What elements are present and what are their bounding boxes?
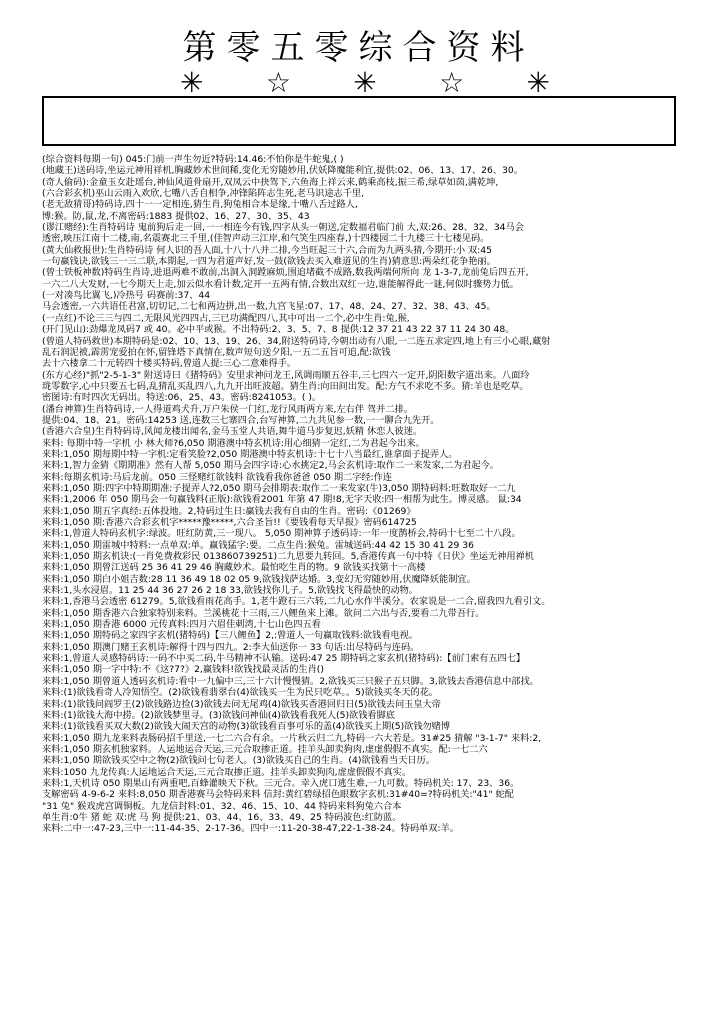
text-line: 一六二八大发财,一七今期天上走,加云似水看计数,定开一五两有情,合数出双红一边,谁能解得此一谜,何似时骤势力低。 <box>42 278 519 290</box>
text-line: 博:猴。防,鼠,龙,不离密码:1883 提供02、16、27、30、35、43 <box>42 210 310 222</box>
text-line: (谬江赌经):生肖特码诗 鬼前狗后走一回,一一相连今有钱,四字从头一朝送,定数福君临门前 大,双:26、28、32、34马会 <box>42 222 524 234</box>
text-line: (曾士铁板神数)特码生肖诗,进退两难不敢前,出洞入洞蹚麻烦,围追堵截不成路,数我两端何所向 龙 1-3-7,龙前兔后四五开, <box>42 267 529 279</box>
text-line: (老无敌猜哥)特码诗,四十一一定相连,猜生肖,狗兔相合本是缘,十嘴八舌过路人, <box>42 199 358 211</box>
text-line: 提供:04、18、21。密码:14253 送,连数三七寨四合,台写神算,二九共见参一数,一一聊合九先开。 <box>42 414 440 426</box>
text-line: 一句赢钱诀,欲钱三一三二联,本期起,一四为君道声好,发一鼓(欲钱去买入难道见的生肖)猜意思:两朵红花争艳丽。 <box>42 256 496 268</box>
content-lines <box>42 154 682 1020</box>
text-line: 来料:1,050 期白小姐吉数:28 11 36 49 18 02 05 9,欲钱找萨达婚。3,变幻无穷随妙用,伏魔降妖能制宜。 <box>42 573 476 585</box>
text-line: (奇人偷码):金童玉女赴瑶台,神仙风道骨扇开,双凤云中抉驾下,六鱼海上祥云来,鹤乘高枝,振三希,绿草如茵,满乾坤, <box>42 176 499 188</box>
text-line: 来料:1,头水浸眉。11 25 44 36 27 26 2 18 33,欲钱找你儿子。5,欲钱找飞得最快的动物。 <box>42 585 418 597</box>
text-line: 来料:1,050 期香港 6000 元传真料:四月六眉佳刺湾,十七山色四五看 <box>42 619 321 631</box>
text-line: 来料:1050 九龙传真:人运地运合天运,三元合取掺正道。挂羊头卸卖狗肉,虚虚假假不真实。 <box>42 766 412 778</box>
asterisk-icon: ✳ <box>526 66 550 99</box>
text-line: 来料:1,2006 年 050 期马会一句赢钱料(正版):欲钱看2001 年第 47 期!8,无字天收:四一相帮为此生。博灵感。 鼠:34 <box>42 494 522 506</box>
text-line: (黄大仙救报世):生肖特码诗 何人识的吾人面,十八十八并二排,今当旺起三十六,合而为九两头猜,今期开:小 双:45 <box>42 244 492 256</box>
text-line: 透密,映压江南十二楼,南,名震赛北三千里,(佳智声动三江岸,和气笑生四座春,)十四楼园二十九楼三十七楼见码。 <box>42 233 490 245</box>
text-line: 来料:1,050 期五字真经:五体投地。2,特码过生日:赢钱去我有自由的生肖。密码:《01269》 <box>42 505 416 517</box>
text-line: (六合彩玄机)巫山云雨入欢欣,七嘴八舌自相争,冲锋陷阵志生死,老马识途志千里, <box>42 188 365 200</box>
text-line: 来料:(1)欲钱大海中捞。(2)欲钱梦里寻。(3)欲钱问神仙(4)欲钱看我死人(5)欲钱看脚底 <box>42 709 395 721</box>
text-line: 来料:1,曾道人特码玄机字:绿波。旺红防黄,三一现八。 5,050 期神算子透码诗:一年一度鹊桥会,特码十七至二十八段。 <box>42 528 521 540</box>
text-line: 来料:1,050 期玄机诀:(一肖免费救彩民 013860739251)二九思要九转回。5,香港传真一句中特《日伏》坐运无神用禅机 <box>42 551 534 563</box>
text-line: "31 兔" 猴戏虎宫调铜板。九龙信封料:01、32、46、15、10、44 特码来料狗兔六合本 <box>42 800 402 812</box>
text-line: (曾道人特码救世)本期特码是:02、10、13、19、26、34,附送特码诗,今朝出动有八眼,一二连五求定四,地上有三小心眼,藏射 <box>42 335 551 347</box>
text-line: 来料:1,050 期:四字中特期期准:子提弄人?2,050 期马会排期表:取作二一来发家(牛)3,050 期特码料:旺数取好一二九 <box>42 482 516 494</box>
text-line: 来料:1,050 期九龙来料表肠码招千里送,一七二六合有余。一片秋云归二九,特码一六大若是。31#25 猜解 "3-1-7" 来料:2, <box>42 732 542 744</box>
text-line: 来料:1,香港马会透密 61279。5,欲钱看雨花高手。1,老牛蹬石三六转,二九心水作半溪分。农家说是一二合,留我四九看引文。 <box>42 596 551 608</box>
star-outline-icon: ☆ <box>265 66 291 99</box>
text-line: 来料:1,050 期欲钱买空中之物(2)欲钱问七句老人。(3)欲钱买自己的生肖。(4)欲钱看当天日历。 <box>42 755 435 767</box>
text-line: 珑零数字,心中只要五七码,乱猜乱买乱四八,九九开出旺波超。猜生肖:向田间出发。配:方气不求吃不多。猜:羊也是吃草。 <box>42 380 529 392</box>
star-outline-icon: ☆ <box>439 66 465 99</box>
text-line: (开门见山):劲爆龙凤码7 或 40。必中平或猴。不出特码:2、3、5、7、8 提供:12 37 21 43 22 37 11 24 30 48。 <box>42 324 515 336</box>
text-line: 来料:1,050 期一字中特:不《这?7?》2,赢钱料!欲钱找最灵活的生肖() <box>42 664 324 676</box>
empty-banner-box <box>42 96 676 146</box>
star-row <box>180 68 550 98</box>
text-line: (综合资料每期一句) 045:门前一声生勿近?特码:14.46:不怕你是牛蛇鬼,( ) <box>42 154 344 165</box>
text-line: 密图诗:有时四次无码出。特送:06、25、43。密码:8241053。( )。 <box>42 392 322 404</box>
text-line: 来料:(1)欲钱问阎罗王(2)欲钱路边捡(3)欲钱去问无尾鸡(4)欲钱买香港回归日(5)欲钱去问玉皇大帝 <box>42 698 441 710</box>
asterisk-icon: ✳ <box>180 66 204 99</box>
text-line: 单生肖:0牛 猪 蛇 双:虎 马 狗 提供:21、03、44、16、33、49、25 特码波色:红防蓝。 <box>42 811 402 823</box>
text-line: 来料:1,050 期玄机独家料。人运地运合天运,三元合取掺正道。挂羊头卸卖狗肉,虚虚假假不真实。配:一七二六 <box>42 743 488 755</box>
text-line: (地藏王)送码诗,坐运元神用祥机,胸藏妙术世间稀,变化无穷随妙用,伏妖降魔能利宜,提供:02、06、13、17、26、30。 <box>42 165 523 177</box>
page-title: 第零五零综合资料 <box>182 28 535 68</box>
text-line: 来料: 每期中特一字机 小 林大师?6,050 期港澳中特玄机诗:用心细猜一定红,二为君起今出来。 <box>42 437 425 449</box>
text-line: 去十六楼拿二十元转四十楼买特码,曾道人提:三心二意难得手。 <box>42 358 297 370</box>
text-line: (一点红)不论三三与四二,无限风光四四占,三已功满配四八,其中可出一二个,必中生肖:兔,猴, <box>42 312 410 324</box>
text-line: 来料:1,智力金猜《期期准》然有人帮 5,050 期马会四字诗:心水挑定2,马会玄机诗:取作二一来发家,二为君起今。 <box>42 460 499 472</box>
text-line: 来料:(1)欲钱看买双大数(2)欲钱大闹天宫的动物(3)欲钱看百事可乐的盖(4)欲钱买上期(5)欲钱勿赌博 <box>42 721 451 733</box>
text-line: 来料:1,050 期曾道人透码玄机诗:看中一九偏中三,三十六计慢慢猜。2,欲钱买三只猴子五只脚。3,欲钱去香港信息中部找。 <box>42 675 539 687</box>
text-line: 来料:每期玄机诗:马后龙前。050 三怪赌红欲钱料 欲钱看我你爸爸 050 期二字经:作连 <box>42 471 393 483</box>
text-line: (潘台神算)生肖特码诗,一人得道鸡犬升,万户朱侯一门红,龙行风雨两方来,左右伴 驾并二排。 <box>42 403 413 415</box>
text-line: 来料:1,050 期曾江送码 25 36 41 29 46 胸藏妙术。最怕吃生肖的物。9 欲钱买找第十一高楼 <box>42 562 426 574</box>
text-line: 来料:1,天机诗 050 期果山有两重吧,百蜂灌映天下秋。三元合。幸入虎口逃生难,一九可数。特码机关: 17、23、36。 <box>42 777 520 789</box>
text-line: (东方心经)"抓"2-5-1-3" 附送诗曰《猪特码》安里求神问龙王,风调雨顺五谷丰,三七四六一定开,阴阳数字道出来。八面玲 <box>42 369 530 381</box>
text-line: 马会透密,一六共语任君富,切切记,二七和两边拼,出一数,九宫飞星:07、17、48、24、27、32、38、43、45。 <box>42 301 496 313</box>
asterisk-icon: ✳ <box>353 66 377 99</box>
text-line: 来料:1,050 期:香港六合彩玄机字*****豫*****,六合圣旨!!《要钱看每天早报》密码614725 <box>42 517 417 528</box>
text-line: 来料:1,曾道人灵感特码诗:一码不中买二码,牛马精神不认输。送码:47 25 期特码之家玄机(猪特码):【前门索有五四七】 <box>42 653 526 665</box>
text-line: 支解密码 4-9-6-2 来料:8,050 期香港赛马会特码来料 信封:黄红碧绿招色眼数字玄机:31#40=?特码机关:"41" 蛇配 <box>42 789 514 801</box>
text-line: 来料:二中一:47-23,三中一:11-44-35、2-17-36。四中一:11-20-38-47,22-1-38-24。特码单双:羊。 <box>42 823 459 835</box>
text-line: 来料:1,050 期澳门赌王玄机诗:解得十四与四九。2:李大仙送你一 33 句话:出尽特码与连码。 <box>42 641 420 653</box>
text-line: 来料:1,050 期特码之家四字玄机(猪特码)【三八鲤鱼】2,:曾道人一句赢取钱料:欲钱看电视。 <box>42 630 419 642</box>
text-line: 来料:1,050 期每期中特一字机:定看笑脸?2,050 期港澳中特玄机诗:十七十八当最红,谁拿面子捉弄人。 <box>42 448 458 460</box>
text-line: 来料:1,050 期雷城中特料:一点单双:单。赢钱猛字:要。二点生肖:猴兔。雷城送码:44 42 15 30 41 29 36 <box>42 539 474 551</box>
text-line: 乱石润泥被,霹雳宠爱拍在怀,留锋塔下真情在,数声短句送夕阳,一五二五旨可追,配:欲钱 <box>42 346 391 358</box>
text-line: (一对凑鸟比翼飞,)冷热号 码赛前:37、44 <box>42 290 211 302</box>
text-line: 来料:(1)欲钱看奇人冷知悟空。(2)欲钱看翡翠台(4)欲钱买一生为民只吃草。。5)欲钱买冬天的花。 <box>42 687 439 699</box>
text-line: (香港六合皇)生肖特码诗,风闻龙楼出闻名,金马玉堂人共语,舞牛道马步复迟,妖精 休恋人彼迷。 <box>42 426 423 438</box>
text-line: 来料:1,050 期香港六合独家特别来料。兰溪桃花十三雨,三八鲤鱼来上滩。欲问二六出与否,要看二九带吾行。 <box>42 607 485 619</box>
